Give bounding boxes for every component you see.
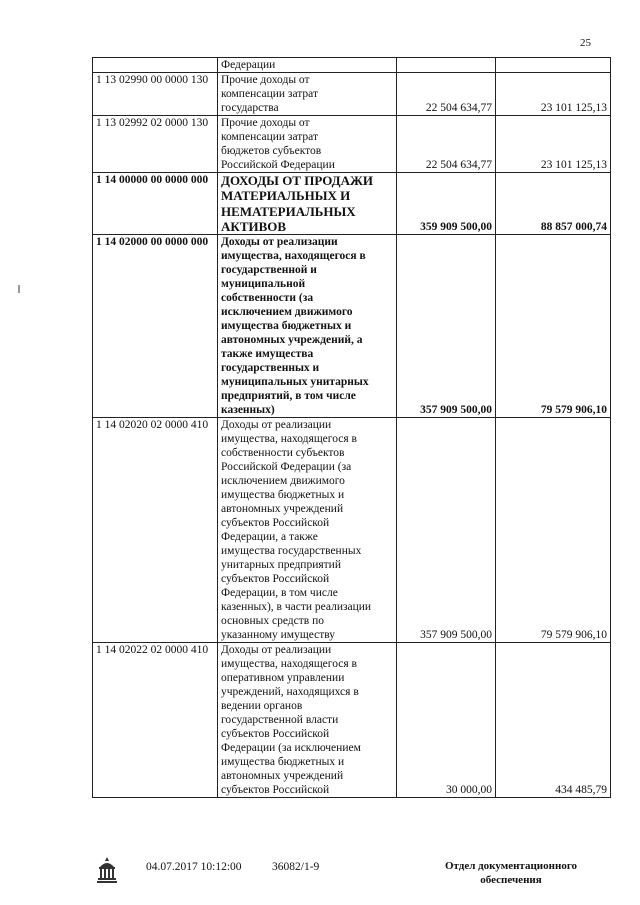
- table-row: [93, 643, 611, 798]
- row-amount-1: 22 504 634,77: [397, 116, 496, 173]
- row-code: [93, 58, 218, 73]
- row-amount-2: 434 485,79: [496, 643, 611, 798]
- row-amount-2: 23 101 125,13: [496, 73, 611, 116]
- row-amount-1: 30 000,00: [397, 643, 496, 798]
- footer-department: Отдел документационного обеспечения: [444, 860, 578, 886]
- row-amount-1: 357 909 500,00: [397, 235, 496, 418]
- row-description: Прочие доходы от компенсации затрат государства: [218, 73, 397, 116]
- row-description: Прочие доходы от компенсации затрат бюджетов субъектов Российской Федерации: [218, 116, 397, 173]
- row-amount-2: 79 579 906,10: [496, 235, 611, 418]
- footer-document-number: 36082/1-9: [272, 861, 320, 873]
- footer-datetime: 04.07.2017 10:12:00: [146, 861, 242, 873]
- row-description: Доходы от реализации имущества, находящегося в оперативном управлении учреждений, находящихся в ведении органов государственной власти субъектов Российской Федерации (за исключением имущества бюджетных и автономных учреждений субъектов Российской: [218, 643, 397, 798]
- scan-mark: [18, 285, 20, 293]
- row-code: 1 13 02990 00 0000 130: [93, 73, 218, 116]
- page-number: 25: [580, 37, 591, 49]
- row-code: 1 14 02020 02 0000 410: [93, 418, 218, 643]
- row-amount-1: 359 909 500,00: [397, 173, 496, 235]
- row-amount-1: 357 909 500,00: [397, 418, 496, 643]
- table-row: [93, 173, 611, 235]
- row-amount-2: 23 101 125,13: [496, 116, 611, 173]
- row-description: Федерации: [218, 58, 397, 73]
- row-code: 1 14 00000 00 0000 000: [93, 173, 218, 235]
- row-description: Доходы от реализации имущества, находящегося в государственной и муниципальной собственности (за исключением движимого имущества бюджетных и автономных учреждений, а также имущества государственных и муниципальных унитарных предприятий, в том числе казенных): [218, 235, 397, 418]
- table-row: [93, 418, 611, 643]
- table-row: [93, 58, 611, 73]
- revenue-table: [92, 57, 611, 798]
- row-amount-2: 79 579 906,10: [496, 418, 611, 643]
- table-row: [93, 73, 611, 116]
- row-description: Доходы от реализации имущества, находящегося в собственности субъектов Российской Федерации (за исключением движимого имущества бюджетных и автономных учреждений субъектов Российской Федерации, а также имущества государственных унитарных предприятий субъектов Российской Федерации, в том числе казенных), в части реализации основных средств по указанному имуществу: [218, 418, 397, 643]
- row-code: 1 14 02022 02 0000 410: [93, 643, 218, 798]
- duma-logo: [95, 855, 119, 885]
- row-amount-2: 88 857 000,74: [496, 173, 611, 235]
- row-code: 1 13 02992 02 0000 130: [93, 116, 218, 173]
- row-amount-1: [397, 58, 496, 73]
- row-code: 1 14 02000 00 0000 000: [93, 235, 218, 418]
- table-row: [93, 235, 611, 418]
- row-amount-1: 22 504 634,77: [397, 73, 496, 116]
- table-row: [93, 116, 611, 173]
- row-amount-2: [496, 58, 611, 73]
- row-description: ДОХОДЫ ОТ ПРОДАЖИ МАТЕРИАЛЬНЫХ И НЕМАТЕРИАЛЬНЫХ АКТИВОВ: [218, 173, 397, 235]
